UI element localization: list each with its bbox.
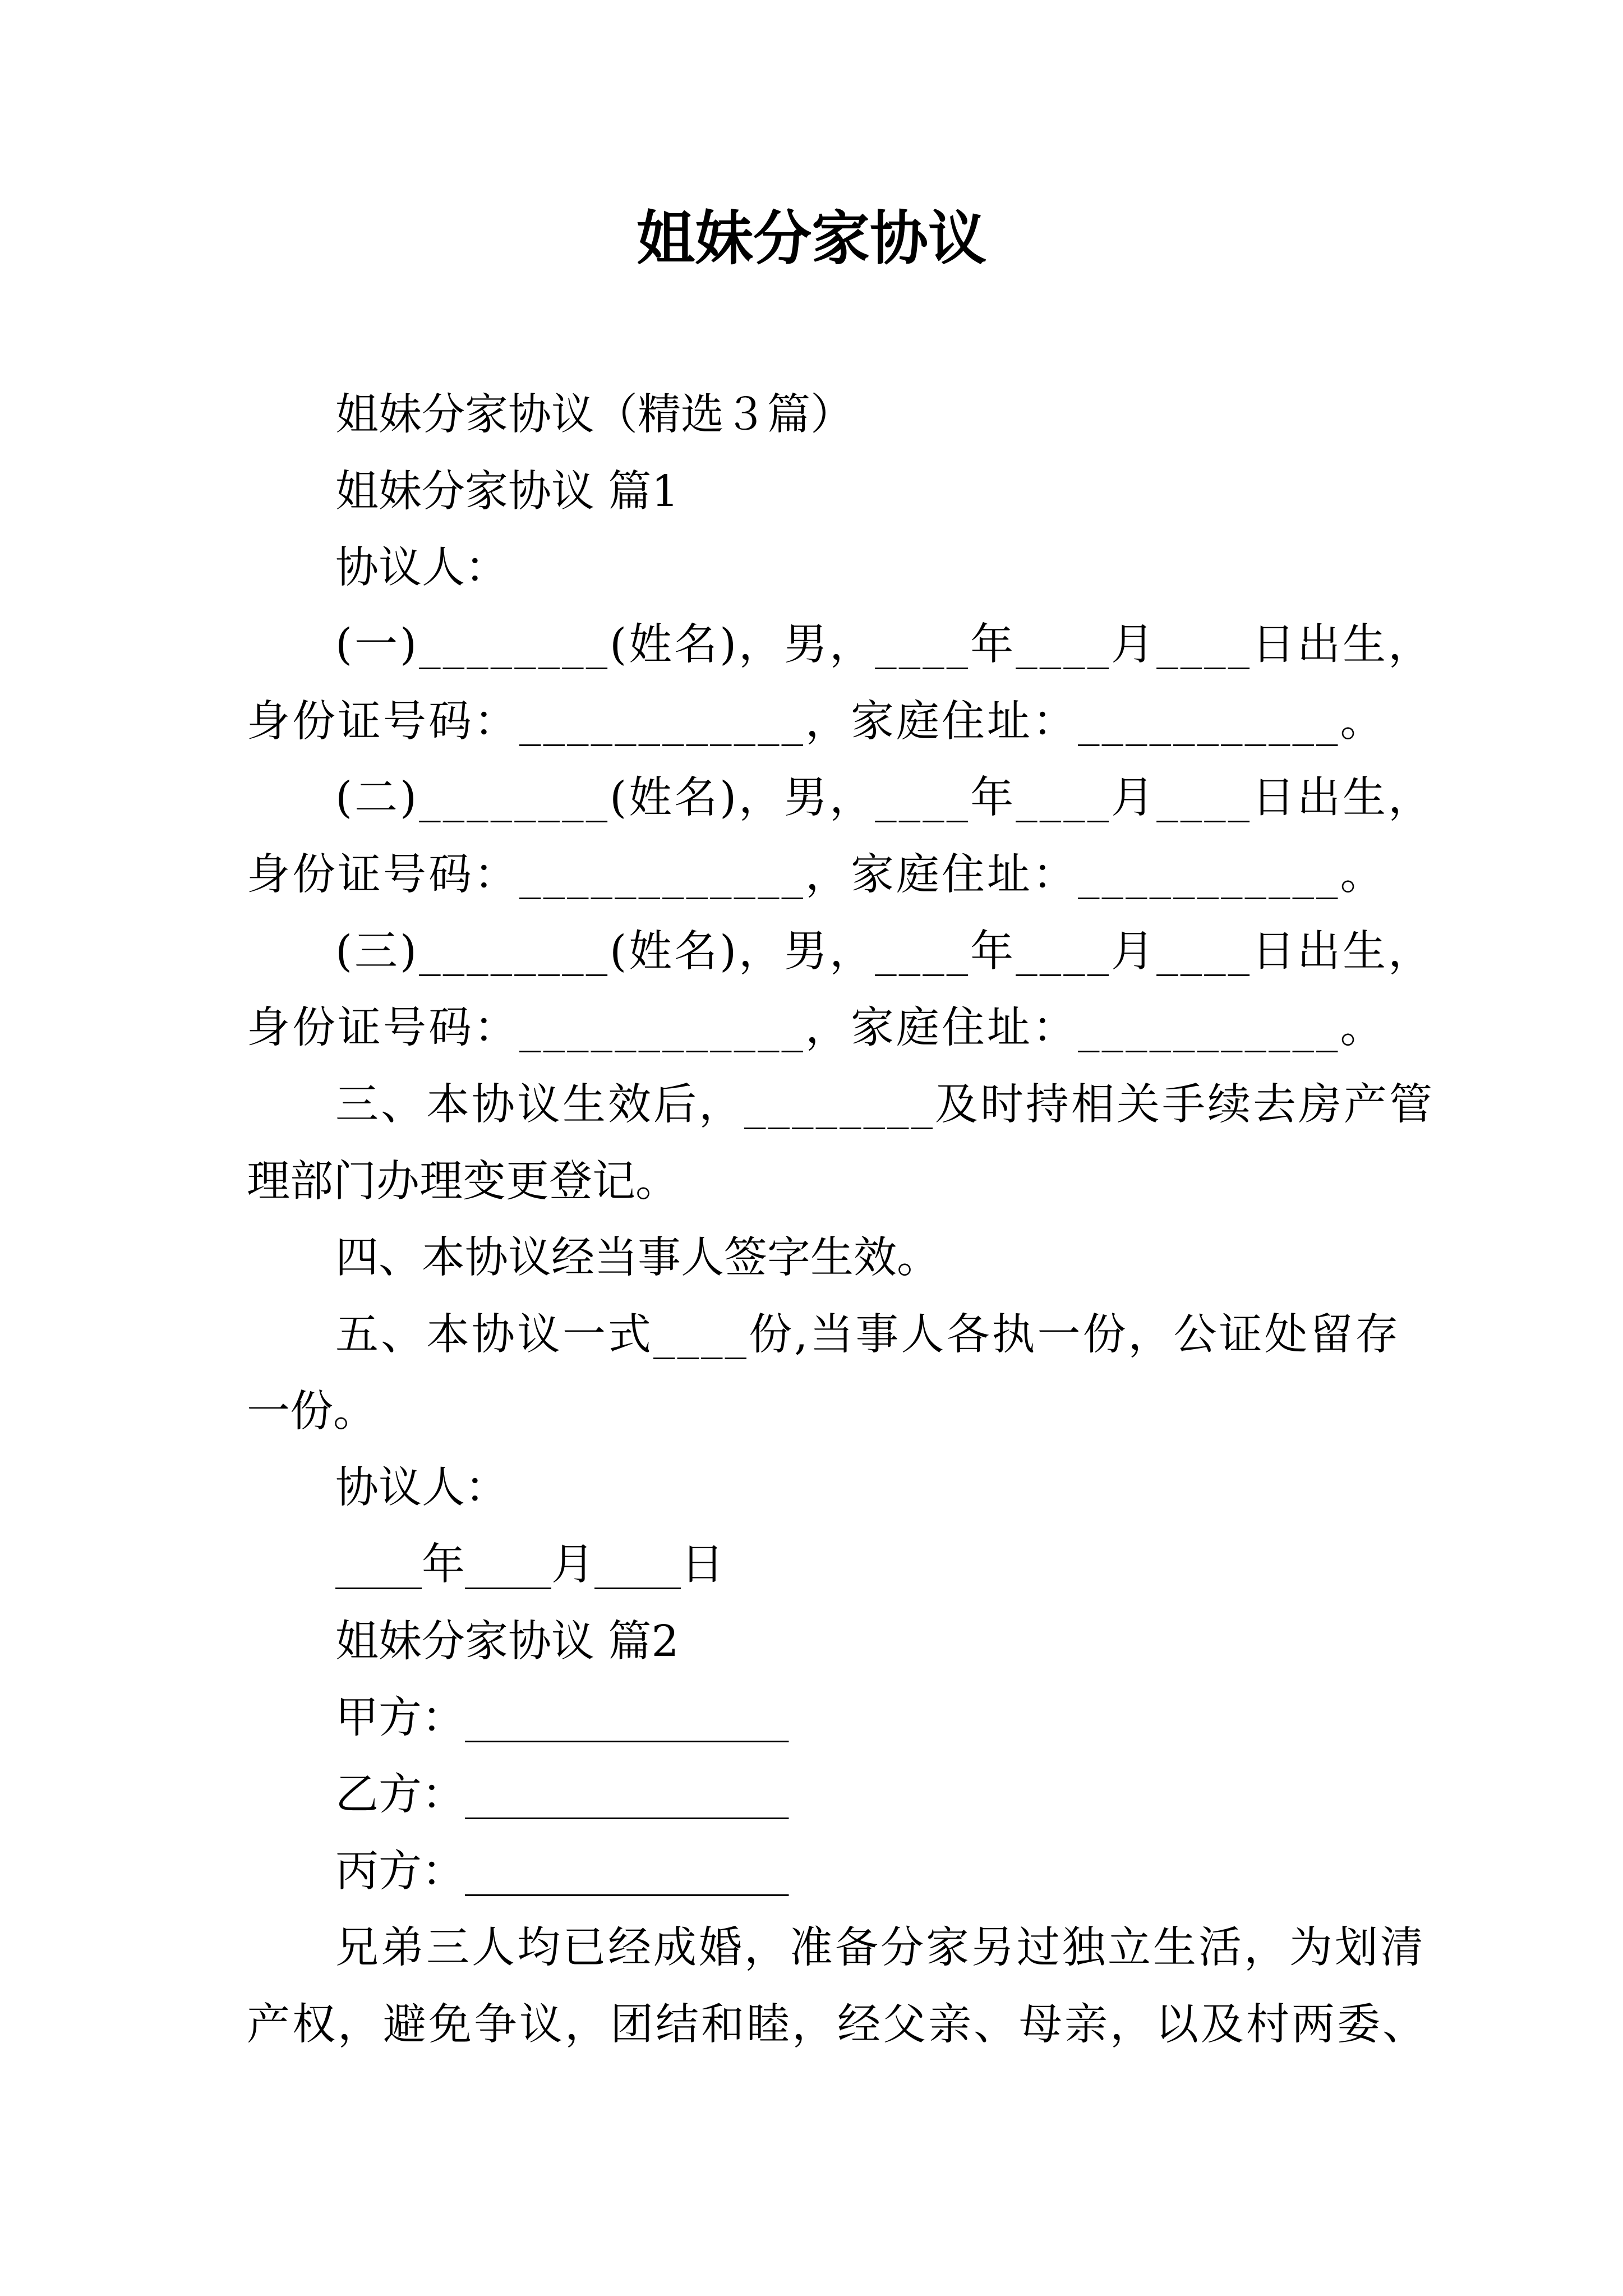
text-line: 协议人： [335,543,508,593]
text-line: 姐妹分家协议 篇2 [335,1617,679,1667]
text-line: ____年____月____日 [335,1540,724,1590]
text-line: 身份证号码：____________，家庭住址：___________。 [247,1003,1386,1053]
text-line: 五、本协议一式____份,当事人各执一份，公证处留存 [335,1310,1401,1360]
text-line: 身份证号码：____________，家庭住址：___________。 [247,697,1386,747]
text-line: (二)________(姓名)，男，____年____月____日出生， [335,773,1434,823]
text-line: 一份。 [247,1387,376,1437]
text-line: 丙方：_______________ [335,1847,789,1897]
text-line: 甲方：_______________ [335,1693,789,1743]
text-line: 协议人： [335,1463,508,1513]
text-line: (三)________(姓名)，男，____年____月____日出生， [335,927,1434,977]
text-line: 姐妹分家协议（精选３篇） [335,390,854,440]
text-line: 乙方：_______________ [335,1770,789,1820]
text-line: 身份证号码：____________，家庭住址：___________。 [247,850,1386,900]
document-title: 姐妹分家协议 [636,204,986,273]
text-line: (一)________(姓名)，男，____年____月____日出生， [335,620,1434,670]
text-line: 产权，避免争议，团结和睦，经父亲、母亲，以及村两委、 [247,2000,1428,2050]
text-line: 理部门办理变更登记。 [247,1157,679,1207]
text-line: 四、本协议经当事人签字生效。 [335,1233,940,1283]
text-line: 兄弟三人均已经成婚，准备分家另过独立生活，为划清 [335,1923,1426,1973]
text-line: 三、本协议生效后，________及时持相关手续去房产管 [335,1080,1435,1130]
text-line: 姐妹分家协议 篇1 [335,467,679,517]
